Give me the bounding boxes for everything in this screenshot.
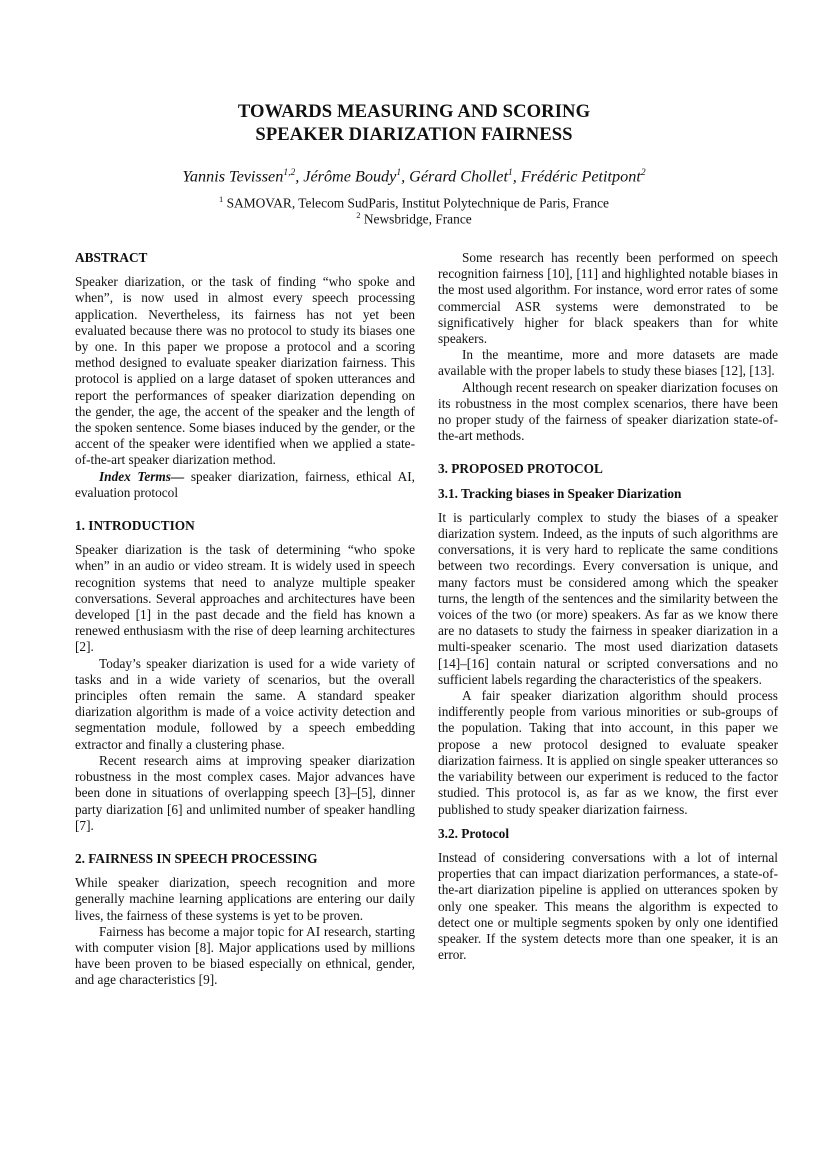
author-affiliation-mark: 1,2 [283, 168, 296, 178]
affiliation-text: Newsbridge, France [360, 211, 472, 227]
subsection-heading-protocol: 3.2. Protocol [438, 825, 510, 841]
paragraph: Speaker diarization is the task of determining “who spoke when” in an audio or video stream. It is widely used in speech recognition systems that need to analyze multiple speaker conversations. Several approaches and architectures have been developed [1] in the past decade and the field has known a renewed enthusiasm with the rise of deep learning architectures [2]. [75, 542, 415, 655]
author-name: Gérard Chollet [409, 167, 508, 186]
title-line-2: SPEAKER DIARIZATION FAIRNESS [255, 124, 573, 145]
author-separator: , [295, 167, 304, 186]
index-terms-label: Index Terms— [99, 468, 185, 484]
affiliation-mark: 1 [218, 194, 224, 204]
index-terms [75, 469, 415, 501]
author-list [0, 163, 828, 186]
author-affiliation-mark: 2 [640, 168, 646, 178]
section-heading-protocol: 3. PROPOSED PROTOCOL [438, 461, 603, 477]
paragraph: Today’s speaker diarization is used for a wide variety of tasks and in a wide variety of scenarios, but the overall principles often remain the same. A standard speaker diarization algorithm is made of a voice activity detection and segmentation module, followed by a speech embedding extractor and finally a clustering phase. [75, 655, 415, 752]
paper-title [0, 100, 828, 146]
abstract-text: Speaker diarization, or the task of finding “who spoke and when”, is now used in almost every speech processing application. Nevertheless, its fairness has not yet been evaluated because there was no protocol to study its biases one by one. In this paper we propose a protocol and a scoring method designed to evaluate speaker diarization fairness. This protocol is applied on a large dataset of spoken utterances and report the performances of speaker diarization depending on the gender, the age, the accent of the speaker and the length of the spoken sentence. Some biases induced by the gender, or the accent of the speaker were identified when we applied a state-of-the-art speaker diarization method. [75, 274, 415, 468]
index-terms-text: speaker diarization, fairness, ethical AI, evaluation protocol [75, 468, 415, 500]
author-separator: , [512, 167, 521, 186]
author-name: Jérôme Boudy [303, 167, 397, 186]
paragraph: Some research has recently been performed on speech recognition fairness [10], [11] and highlighted notable biases in the most used algorithm. For instance, word error rates of some commercial ASR systems were demonstrated to be significatively higher for black speakers than for white speakers. [438, 250, 778, 347]
paragraph: Although recent research on speaker diarization focuses on its robustness in the most complex scenarios, there have been no proper study of the fairness of speaker diarization state-of-the-art methods. [438, 379, 778, 444]
author-affiliation-mark: 1 [507, 168, 513, 178]
subsection-heading-tracking-biases: 3.1. Tracking biases in Speaker Diarization [438, 485, 682, 501]
paragraph: It is particularly complex to study the biases of a speaker diarization system. Indeed, as the inputs of such algorithms are conversations, it is very hard to replicate the same conditions between two recordings. Every conversation is unique, and many factors must be considered among which the speaker turns, the length of the sentences and the similarity between the voices of the two (or more) speakers. As far as we know there are no datasets to study the fairness in speaker diarization in a multi-speaker scenario. The most used diarization datasets [14]–[16] contain natural or scripted conversations and no sufficient labels regarding the characteristics of the speakers. [438, 509, 778, 687]
affiliation-mark: 2 [356, 210, 361, 220]
section-heading-fairness: 2. FAIRNESS IN SPEECH PROCESSING [75, 850, 318, 866]
author-affiliation-mark: 1 [396, 168, 402, 178]
section-heading-introduction: 1. INTRODUCTION [75, 518, 195, 534]
paragraph: Fairness has become a major topic for AI research, starting with computer vision [8]. Major applications used by millions have been proven to be biased especially on ethnical, gender, and age characteristics [9]. [75, 923, 415, 988]
author-name: Yannis Tevissen [182, 167, 284, 186]
paragraph: In the meantime, more and more datasets are made available with the proper labels to study these biases [12], [13]. [438, 347, 778, 379]
author-name: Frédéric Petitpont [520, 167, 641, 186]
author-separator: , [401, 167, 410, 186]
affiliation-text: SAMOVAR, Telecom SudParis, Institut Polytechnique de Paris, France [223, 195, 609, 211]
abstract-heading: ABSTRACT [75, 250, 148, 265]
paragraph: Instead of considering conversations with a lot of internal properties that can impact diarization performances, a state-of-the-art diarization pipeline is applied on utterances spoken by only one speaker. This means the algorithm is expected to detect one or multiple segments spoken by only one identified speaker. If the system detects more than one speaker, it is an error. [438, 849, 778, 963]
paragraph: A fair speaker diarization algorithm should process indifferently people from various minorities or sub-groups of the population. Taking that into account, in this paper we propose a new protocol designed to evaluate speaker diarization fairness. It is applied on single speaker utterances so the variability between our experiment is reduced to the factor studied. This protocol is, as far as we know, the first ever published to study speaker diarization fairness. [438, 688, 778, 817]
paragraph: Recent research aims at improving speaker diarization robustness in the most complex cases. Major advances have been done in situations of overlapping speech [3]–[5], dinner party diarization [6] and unlimited number of speaker handling [7]. [75, 752, 415, 833]
right-column [438, 250, 778, 963]
paragraph: While speaker diarization, speech recognition and more generally machine learning applications are entering our daily lives, the fairness of these systems is yet to be proven. [75, 875, 415, 923]
left-column [75, 250, 415, 989]
affiliation-2 [0, 207, 828, 227]
title-line-1: TOWARDS MEASURING AND SCORING [237, 101, 591, 122]
